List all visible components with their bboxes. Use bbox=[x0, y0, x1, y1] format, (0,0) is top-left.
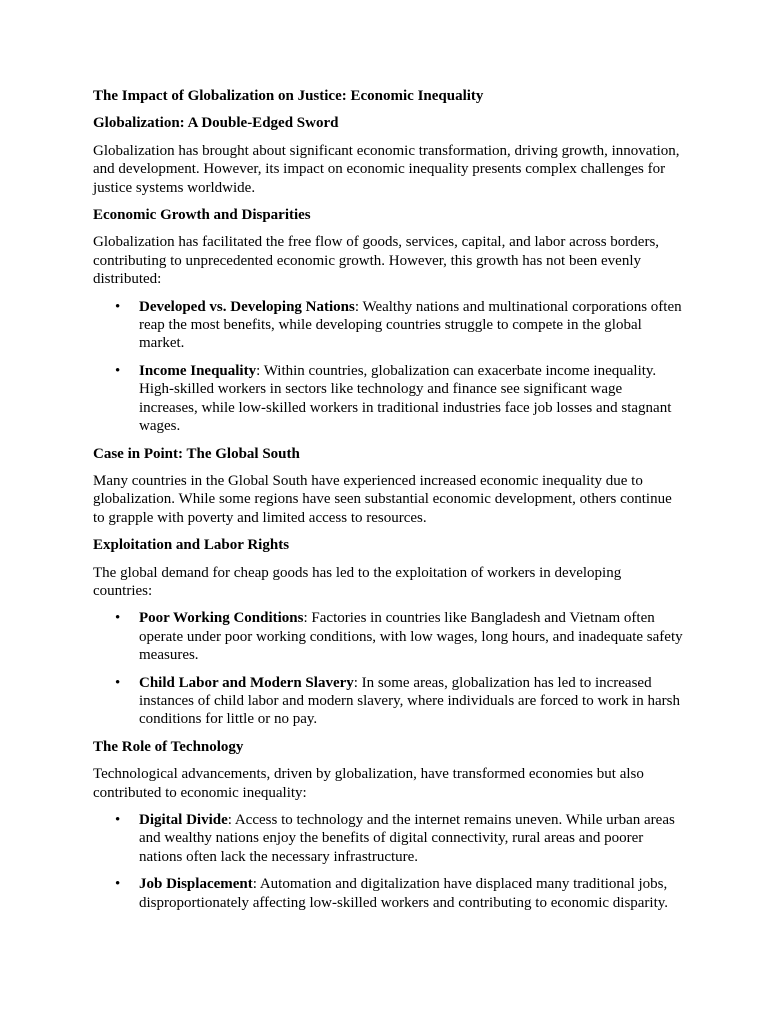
document-title: The Impact of Globalization on Justice: Economic Inequality bbox=[93, 88, 484, 104]
bullet-icon: • bbox=[115, 812, 121, 828]
paragraph: The global demand for cheap goods has led to the exploitation of workers in developing countries: bbox=[93, 564, 622, 599]
list-item-term: Income Inequality bbox=[139, 362, 257, 379]
list-item bbox=[115, 674, 683, 729]
list-item-text: : Within countries, globalization can exacerbate income inequality. High-skilled workers in sectors like technology and finance see significant wage increases, while low-skilled workers in traditional industries face job losses and stagnant wages. bbox=[139, 362, 672, 435]
list-item-text: : Automation and digitalization have displaced many traditional jobs, disproportionately affecting low-skilled workers and contributing to economic disparity. bbox=[139, 876, 669, 911]
list-item-term: Child Labor and Modern Slavery bbox=[139, 674, 354, 691]
list-item bbox=[115, 298, 683, 353]
paragraph: Many countries in the Global South have experienced increased economic inequality due to globalization. While some regions have seen substantial economic development, others continue to grapple with poverty and limited access to resources. bbox=[93, 472, 672, 526]
document-page bbox=[93, 86, 683, 921]
list-item-term: Job Displacement bbox=[139, 876, 253, 893]
list-item-text: : Access to technology and the internet remains uneven. While urban areas and wealthy nations enjoy the benefits of digital connectivity, rural areas and poorer nations often lack the necessary infrastructure. bbox=[139, 812, 675, 865]
bullet-icon: • bbox=[115, 610, 121, 627]
list-item bbox=[115, 362, 683, 436]
list-item-term: Digital Divide bbox=[139, 812, 228, 828]
section-heading: Globalization: A Double-Edged Sword bbox=[93, 115, 339, 132]
list-item-text: : Wealthy nations and multinational corporations often reap the most benefits, while developing countries struggle to compete in the global market. bbox=[139, 298, 682, 352]
bullet-list bbox=[93, 298, 683, 436]
bullet-icon: • bbox=[115, 674, 121, 691]
list-item bbox=[115, 875, 683, 912]
bullet-list bbox=[93, 811, 683, 912]
section-heading: Case in Point: The Global South bbox=[93, 445, 300, 462]
section-heading: The Role of Technology bbox=[93, 738, 244, 755]
bullet-icon: • bbox=[115, 298, 121, 315]
list-item-text: : In some areas, globalization has led to increased instances of child labor and modern slavery, where individuals are forced to work in harsh conditions for little or no pay. bbox=[139, 674, 680, 728]
section-heading: Exploitation and Labor Rights bbox=[93, 537, 290, 554]
section-heading: Economic Growth and Disparities bbox=[93, 207, 311, 224]
bullet-icon: • bbox=[115, 876, 121, 893]
paragraph: Globalization has facilitated the free flow of goods, services, capital, and labor across borders, contributing to unprecedented economic growth. However, this growth has not been evenly distributed: bbox=[93, 234, 660, 288]
paragraph: Technological advancements, driven by globalization, have transformed economies but also contributed to economic inequality: bbox=[93, 766, 644, 801]
bullet-list bbox=[93, 609, 683, 728]
list-item bbox=[115, 811, 683, 866]
list-item-term: Poor Working Conditions bbox=[139, 610, 304, 627]
list-item bbox=[115, 609, 683, 664]
bullet-icon: • bbox=[115, 362, 121, 379]
list-item-text: : Factories in countries like Bangladesh and Vietnam often operate under poor working conditions, with low wages, long hours, and inadequate safety measures. bbox=[139, 610, 683, 664]
paragraph: Globalization has brought about significant economic transformation, driving growth, innovation, and development. However, its impact on economic inequality presents complex challenges for justice systems worldwide. bbox=[93, 142, 680, 196]
list-item-term: Developed vs. Developing Nations bbox=[139, 298, 355, 315]
